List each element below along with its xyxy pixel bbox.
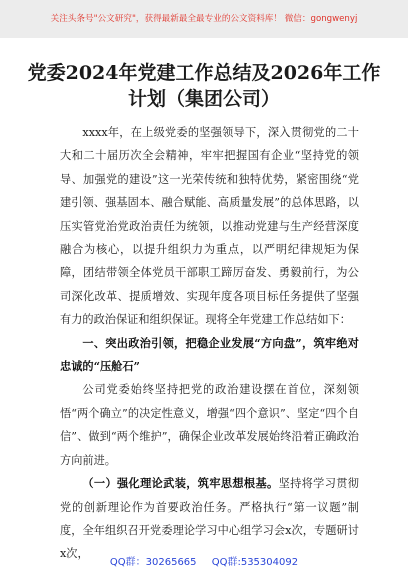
document-title-line-1: 党委2024年党建工作总结及2026年工作	[27, 62, 381, 84]
promo-banner-text: 关注头条号"公文研究"，获得最新最全最专业的公文资料库！ 微信：gongwenyj	[50, 14, 358, 24]
footer-qq-group-1: QQ群：30265665	[109, 557, 197, 568]
footer-qq-group-2: QQ群:535304092	[211, 557, 299, 568]
subsection-1-text: 坚持将学习贯彻党的创新理论作为首要政治任务。严格执行“第一议题”制度，全年组织召开党委理论学习中心组学习会x次，专题研讨x次，	[60, 477, 359, 561]
document-title-line-2: 计划（集团公司）	[127, 88, 280, 110]
subsection-1-paragraph	[60, 472, 359, 566]
footer	[0, 553, 408, 568]
document-body	[60, 121, 359, 566]
intro-paragraph: xxxx年，在上级党委的坚强领导下，深入贯彻党的二十大和二十届历次全会精神，牢牢把握国有企业“坚持党的领导、加强党的建设”这一光荣传统和独特优势，紧密围绕“党建引领、强基固本、融合赋能、高质量发展”的总体思路，以压实管党治党政治责任为统领，以推动党建与生产经营深度融合为核心，以提升组织力为重点，以严明纪律规矩为保障，团结带领全体党员干部职工蹄厉奋发、勇毅前行，为公司深化改革、提质增效、实现年度各项目标任务提供了坚强有力的政治保证和组织保证。现将全年党建工作总结如下：	[60, 126, 359, 327]
section-heading-1: 一、突出政治引领，把稳企业发展“方向盘”，筑牢绝对忠诚的“压舱石”	[60, 335, 359, 374]
subsection-heading-1: （一）强化理论武装，筑牢思想根基。	[82, 476, 279, 491]
section-1-paragraph: 公司党委始终坚持把党的政治建设摆在首位，深刻领悟“两个确立”的决定性意义，增强“四个意识”、坚定“四个自信”、做到“两个维护”，确保企业改革发展始终沿着正确政治方向前进。	[60, 383, 359, 467]
promo-banner	[0, 0, 408, 38]
